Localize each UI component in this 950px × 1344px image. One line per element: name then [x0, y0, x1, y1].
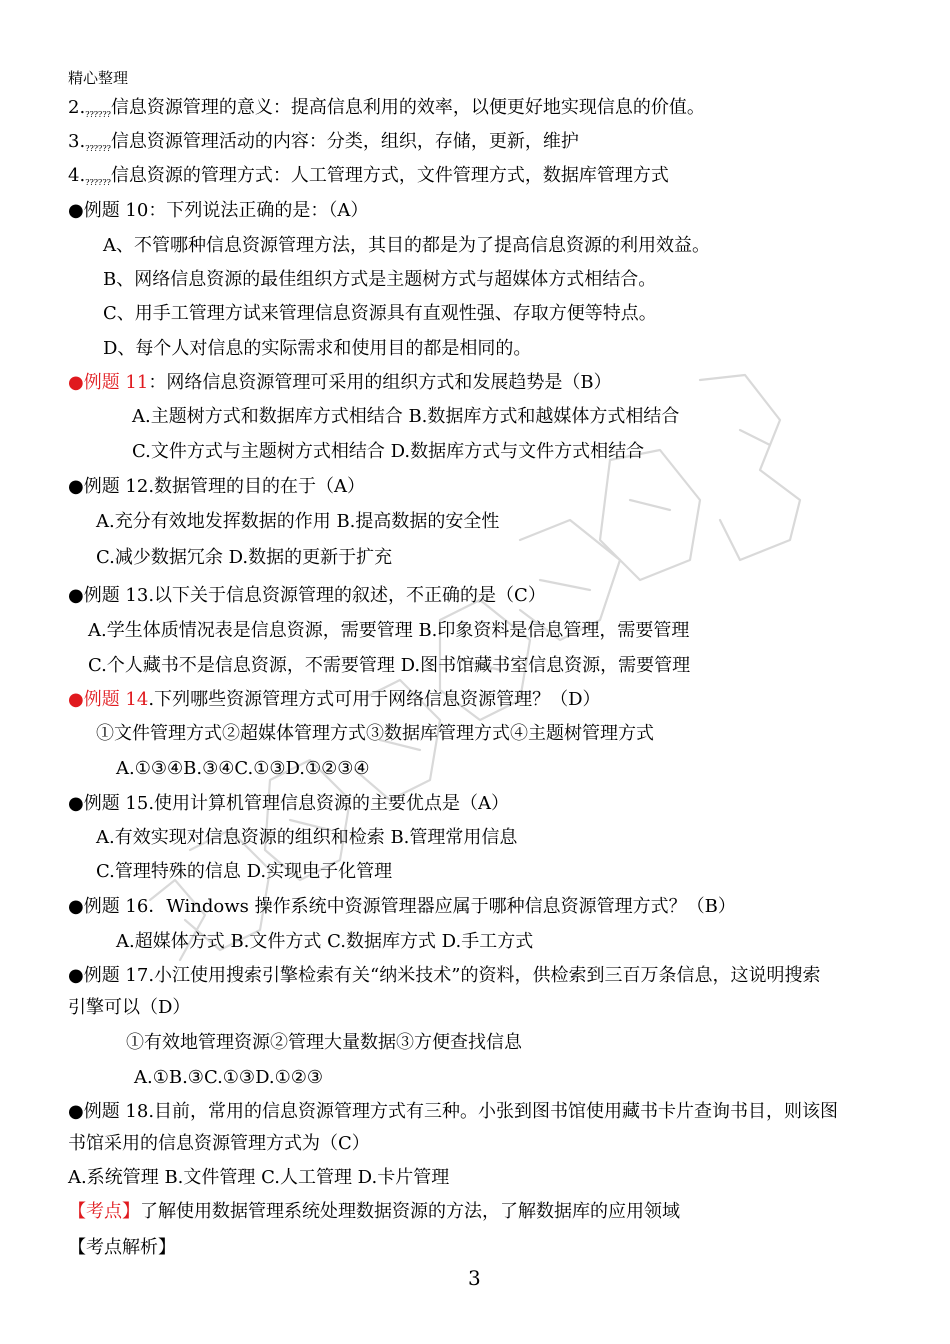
item-mark: ?????? [85, 144, 111, 153]
question-10-option-a: A、不管哪种信息资源管理方法，其目的都是为了提高信息资源的利用效益。 [103, 235, 710, 256]
question-14-text: .下列哪些资源管理方式可用于网络信息资源管理？（D） [148, 689, 601, 710]
item-number: 4. [68, 165, 86, 186]
question-11-options-cd: C.文件方式与主题树方式相结合 D.数据库方式与文件方式相结合 [132, 441, 645, 462]
question-12-stem: ●例题 12.数据管理的目的在于（A） [68, 476, 366, 497]
item-number: 3. [68, 131, 86, 152]
question-17-stem-line1: ●例题 17.小江使用搜索引擎检索有关“纳米技术”的资料，供检索到三百万条信息，这说明搜索 [68, 965, 821, 986]
question-18-stem-line2: 书馆采用的信息资源管理方式为（C） [68, 1133, 370, 1154]
question-11-options-ab: A.主题树方式和数据库方式相结合 B.数据库方式和越媒体方式相结合 [132, 406, 680, 427]
list-item [68, 130, 579, 161]
question-17-stem-line2: 引擎可以（D） [68, 997, 191, 1018]
item-mark: ?????? [85, 178, 111, 187]
question-12-options-ab: A.充分有效地发挥数据的作用 B.提高数据的安全性 [96, 511, 500, 532]
question-10-option-d: D、每个人对信息的实际需求和使用目的都是相同的。 [103, 338, 532, 359]
question-14-options: A.①③④B.③④C.①③D.①②③④ [116, 758, 370, 779]
question-17-choices: ①有效地管理资源②管理大量数据③方便查找信息 [126, 1032, 522, 1053]
item-text: 信息资源管理的意义：提高信息利用的效率，以便更好地实现信息的价值。 [110, 97, 705, 118]
item-mark: ?????? [85, 110, 111, 119]
question-16-options: A.超媒体方式 B.文件方式 C.数据库方式 D.手工方式 [116, 931, 534, 952]
question-10-option-b: B、网络信息资源的最佳组织方式是主题树方式与超媒体方式相结合。 [103, 269, 657, 290]
question-14-label: ●例题 14 [68, 689, 149, 710]
question-11-stem [68, 371, 612, 395]
question-13-stem: ●例题 13.以下关于信息资源管理的叙述，不正确的是（C） [68, 585, 546, 606]
question-18-stem-line1: ●例题 18.目前，常用的信息资源管理方式有三种。小张到图书馆使用藏书卡片查询书目，则该图 [68, 1101, 839, 1122]
question-10-option-c: C、用手工管理方试来管理信息资源具有直观性强、存取方便等特点。 [103, 303, 657, 324]
item-text: 信息资源管理活动的内容：分类，组织，存储，更新，维护 [110, 131, 579, 152]
question-11-label: ●例题 11 [68, 372, 149, 393]
question-15-options-cd: C.管理特殊的信息 D.实现电子化管理 [96, 861, 393, 882]
question-13-options-cd: C.个人藏书不是信息资源，不需要管理 D.图书馆藏书室信息资源，需要管理 [88, 655, 691, 676]
question-10-stem: ●例题 10：下列说法正确的是：（A） [68, 200, 369, 221]
question-18-options: A.系统管理 B.文件管理 C.人工管理 D.卡片管理 [68, 1167, 450, 1188]
question-12-options-cd: C.减少数据冗余 D.数据的更新于扩充 [96, 547, 393, 568]
kaodian-analysis-heading: 【考点解析】 [68, 1237, 176, 1258]
question-14-choices: ①文件管理方式②超媒体管理方式③数据库管理方式④主题树管理方式 [96, 723, 654, 744]
item-number: 2. [68, 97, 86, 118]
question-15-options-ab: A.有效实现对信息资源的组织和检索 B.管理常用信息 [96, 827, 518, 848]
question-16-stem: ●例题 16．Windows 操作系统中资源管理器应属于哪种信息资源管理方式？（B） [68, 896, 736, 917]
question-17-options: A.①B.③C.①③D.①②③ [134, 1067, 323, 1088]
kaodian-label: 【考点】 [68, 1201, 140, 1222]
question-11-text: ：网络信息资源管理可采用的组织方式和发展趋势是（B） [148, 372, 612, 393]
question-13-options-ab: A.学生体质情况表是信息资源，需要管理 B.印象资料是信息管理，需要管理 [88, 620, 690, 641]
kaodian-text: 了解使用数据管理系统处理数据资源的方法，了解数据库的应用领域 [140, 1201, 680, 1222]
list-item [68, 164, 669, 195]
question-15-stem: ●例题 15.使用计算机管理信息资源的主要优点是（A） [68, 793, 510, 814]
kaodian-line [68, 1200, 680, 1224]
question-14-stem [68, 688, 601, 712]
item-text: 信息资源的管理方式：人工管理方式，文件管理方式，数据库管理方式 [110, 165, 669, 186]
page-number: 3 [468, 1266, 481, 1290]
page-header: 精心整理 [68, 69, 129, 87]
list-item [68, 96, 705, 127]
